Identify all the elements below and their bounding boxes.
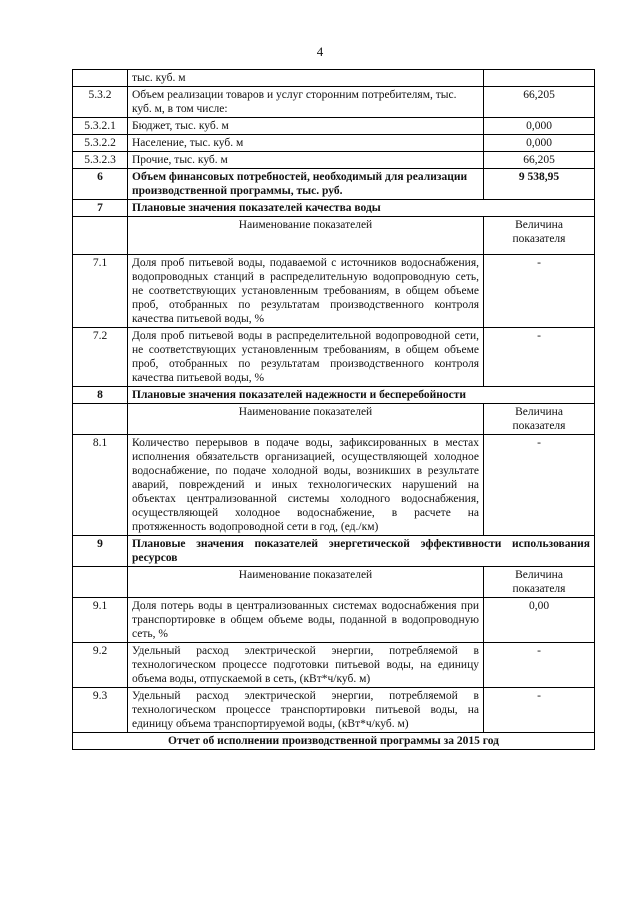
row-text: Доля потерь воды в централизованных системах водоснабжения при транспортировке в общем объеме воды, поданной в водопроводную сеть, % xyxy=(128,598,484,643)
row-number-cell xyxy=(73,70,128,87)
row-text: Доля проб питьевой воды в распределительной водопроводной сети, не соответствующих установленным требованиям, в общем объеме проб, отобранных по результатам производственного контроля качества питьевой воды, % xyxy=(128,328,484,387)
row-number: 7.2 xyxy=(73,328,128,387)
row-number-cell xyxy=(73,217,128,255)
header-row xyxy=(73,567,595,598)
table-row xyxy=(73,135,595,152)
column-header-name: Наименование показателей xyxy=(128,567,484,598)
program-table xyxy=(72,69,595,750)
row-number: 5.3.2.3 xyxy=(73,152,128,169)
header-row xyxy=(73,404,595,435)
row-text: Прочие, тыс. куб. м xyxy=(128,152,484,169)
table-row xyxy=(73,152,595,169)
row-value: - xyxy=(484,255,595,328)
row-number: 7.1 xyxy=(73,255,128,328)
row-value: 66,205 xyxy=(484,152,595,169)
row-number: 9.1 xyxy=(73,598,128,643)
row-text: Население, тыс. куб. м xyxy=(128,135,484,152)
column-header-name: Наименование показателей xyxy=(128,404,484,435)
row-value: - xyxy=(484,688,595,733)
page-number: 4 xyxy=(316,44,324,59)
table-row xyxy=(73,598,595,643)
table-row xyxy=(73,87,595,118)
section-number: 8 xyxy=(73,387,128,404)
column-header-name: Наименование показателей xyxy=(128,217,484,255)
section-title: Плановые значения показателей энергетической эффективности использования ресурсов xyxy=(128,536,595,567)
column-header-value: Величина показателя xyxy=(484,404,595,435)
row-value: 0,000 xyxy=(484,118,595,135)
section-row xyxy=(73,387,595,404)
header-row xyxy=(73,217,595,255)
row-number: 5.3.2.2 xyxy=(73,135,128,152)
row-number: 5.3.2 xyxy=(73,87,128,118)
table-row xyxy=(73,688,595,733)
table-row xyxy=(73,169,595,200)
row-number-cell xyxy=(73,404,128,435)
table-row xyxy=(73,328,595,387)
row-number: 9.3 xyxy=(73,688,128,733)
table-row xyxy=(73,118,595,135)
row-text: Объем реализации товаров и услуг сторонним потребителям, тыс. куб. м, в том числе: xyxy=(128,87,484,118)
column-header-value: Величина показателя xyxy=(484,217,595,255)
section-row xyxy=(73,200,595,217)
row-number: 8.1 xyxy=(73,435,128,536)
section-row xyxy=(73,536,595,567)
row-number: 9.2 xyxy=(73,643,128,688)
column-header-value: Величина показателя xyxy=(484,567,595,598)
row-text: Объем финансовых потребностей, необходимый для реализации производственной программы, тыс. руб. xyxy=(128,169,484,200)
row-value: 66,205 xyxy=(484,87,595,118)
row-text: Количество перерывов в подаче воды, зафиксированных в местах исполнения обязательств организацией, осуществляющей холодное водоснабжение, по подаче холодной воды, возникших в результате аварий, повреждений и иных технологических нарушений на объектах централизованной системы холодного водоснабжения, осуществляющей холодное водоснабжение, в расчете на протяженность водопроводной сети в год, (ед./км) xyxy=(128,435,484,536)
section-number: 7 xyxy=(73,200,128,217)
row-text: Доля проб питьевой воды, подаваемой с источников водоснабжения, водопроводных станций в распределительную водопроводную сеть, не соответствующих установленным требованиям, в общем объеме проб, отобранных по результатам производственного контроля качества питьевой воды, % xyxy=(128,255,484,328)
row-value: - xyxy=(484,643,595,688)
row-number: 5.3.2.1 xyxy=(73,118,128,135)
row-value: 9 538,95 xyxy=(484,169,595,200)
row-number: 6 xyxy=(73,169,128,200)
report-title: Отчет об исполнении производственной программы за 2015 год xyxy=(73,733,595,750)
final-row xyxy=(73,733,595,750)
row-value xyxy=(484,70,595,87)
row-value: 0,000 xyxy=(484,135,595,152)
row-text: Удельный расход электрической энергии, потребляемой в технологическом процессе подготовки питьевой воды, на единицу объема воды, отпускаемой в сеть, (кВт*ч/куб. м) xyxy=(128,643,484,688)
section-title: Плановые значения показателей качества воды xyxy=(128,200,595,217)
section-number: 9 xyxy=(73,536,128,567)
row-number-cell xyxy=(73,567,128,598)
row-text: Бюджет, тыс. куб. м xyxy=(128,118,484,135)
row-value: 0,00 xyxy=(484,598,595,643)
row-text: Удельный расход электрической энергии, потребляемой в технологическом процессе транспортировки питьевой воды, на единицу объема транспортируемой воды, (кВт*ч/куб. м) xyxy=(128,688,484,733)
row-text: тыс. куб. м xyxy=(128,70,484,87)
row-value: - xyxy=(484,328,595,387)
table-row xyxy=(73,255,595,328)
table-row xyxy=(73,643,595,688)
table-row xyxy=(73,70,595,87)
table-row xyxy=(73,435,595,536)
section-title: Плановые значения показателей надежности и бесперебойности xyxy=(128,387,595,404)
row-value: - xyxy=(484,435,595,536)
